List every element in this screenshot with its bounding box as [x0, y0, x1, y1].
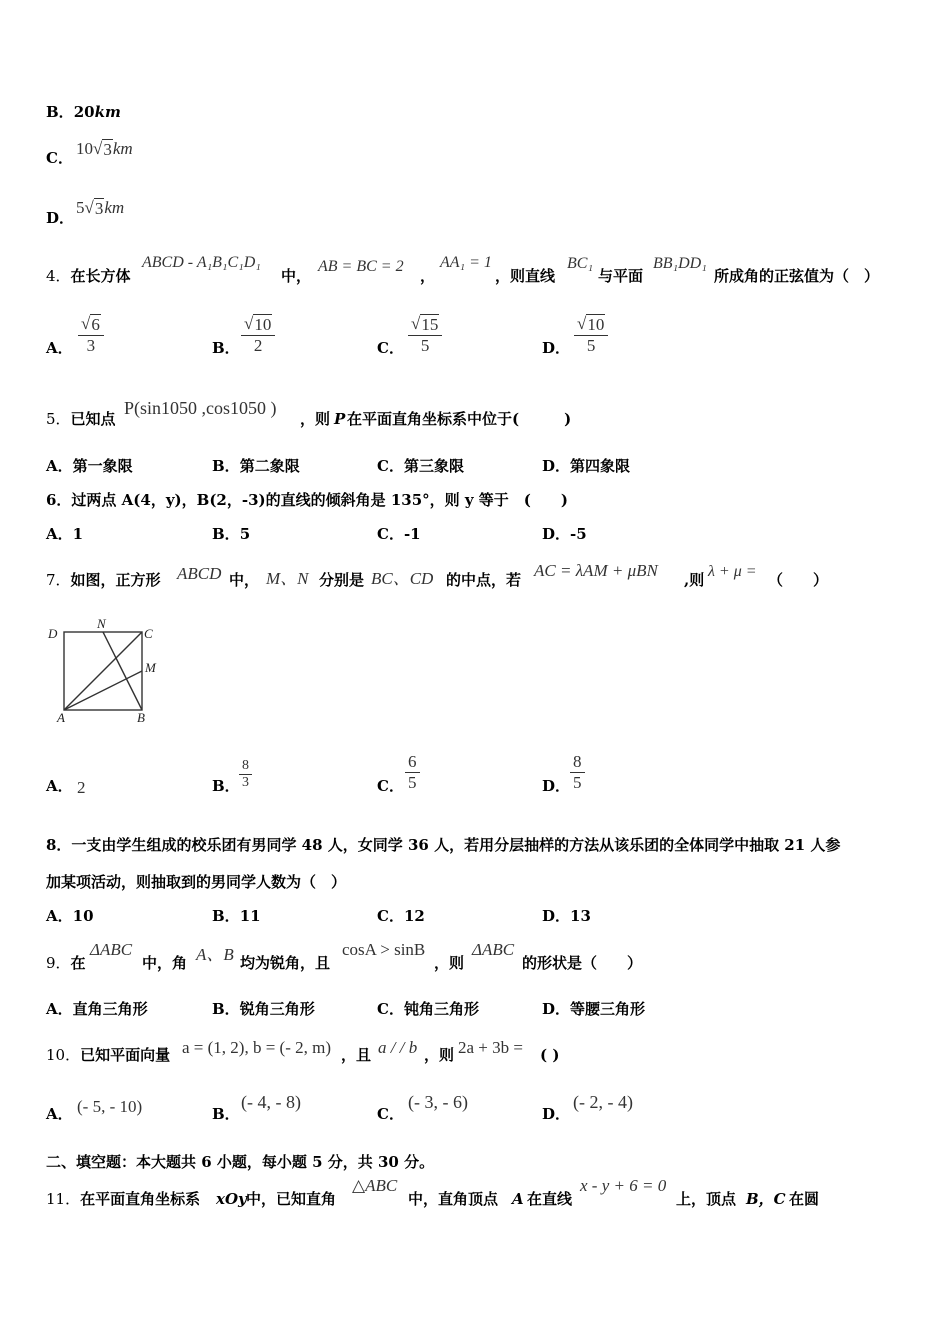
q4-option-c-frac: √ 15 5 — [408, 314, 442, 356]
q3-option-d-label: D． — [46, 209, 75, 227]
label-d: D — [48, 626, 58, 641]
label-c: C — [144, 626, 153, 641]
q7-option-b-frac: 8 3 — [239, 758, 252, 791]
q10-option-d-value: (- 2, - 4) — [573, 1092, 633, 1112]
q8-option-b: B．11 — [212, 907, 261, 925]
q5-option-d: D．第四象限 — [542, 457, 631, 475]
q7-option-d-frac: 8 5 — [570, 752, 585, 793]
q10-option-b-value: (- 4, - 8) — [241, 1092, 301, 1112]
q4-option-d-label: D． — [542, 339, 571, 357]
q3-option-c-label: C． — [46, 149, 73, 167]
q8-option-c: C．12 — [377, 907, 425, 925]
label-m: M — [145, 660, 156, 675]
q5-option-b: B．第二象限 — [212, 457, 300, 475]
q10-option-b-label: B． — [212, 1105, 240, 1123]
label-n: N — [97, 616, 106, 631]
q10-option-c-label: C． — [377, 1105, 404, 1123]
q6-option-a: A．1 — [46, 525, 84, 543]
q10-option-d-label: D． — [542, 1105, 571, 1123]
question-6: 6．过两点 A(4，y)，B(2，-3)的直线的倾斜角是 135°，则 y 等于 ( ) — [46, 491, 569, 509]
segment-bn — [103, 632, 142, 710]
label-a: A — [57, 710, 65, 725]
segment-am — [64, 671, 142, 710]
q7-option-a-value: 2 — [77, 778, 86, 797]
q6-option-d: D．-5 — [542, 525, 587, 543]
q8-option-a: A．10 — [46, 907, 94, 925]
label-b: B — [137, 710, 145, 725]
section-2-heading: 二、填空题：本大题共 6 小题，每小题 5 分，共 30 分。 — [46, 1153, 435, 1171]
q10-option-a-value: (- 5, - 10) — [77, 1097, 143, 1116]
q3-option-b: B．20km — [46, 103, 121, 121]
q9-option-d: D．等腰三角形 — [542, 1000, 646, 1018]
q9-option-a: A．直角三角形 — [46, 1000, 148, 1018]
q7-option-d-label: D． — [542, 777, 571, 795]
q6-option-c: C．-1 — [377, 525, 421, 543]
q10-option-a-label: A． — [46, 1105, 73, 1123]
q4-option-d-frac: √ 10 5 — [574, 314, 608, 356]
q7-option-b-label: B． — [212, 777, 240, 795]
q4-option-b-label: B． — [212, 339, 240, 357]
question-8-line2: 加某项活动，则抽取到的男同学人数为（ ） — [46, 873, 347, 891]
segment-ac — [64, 632, 142, 710]
q5-option-a: A．第一象限 — [46, 457, 133, 475]
q6-option-b: B．5 — [212, 525, 251, 543]
q7-option-c-frac: 6 5 — [405, 752, 420, 793]
q4-option-a-frac: √ 6 3 — [78, 314, 104, 356]
question-8-line1: 8．一支由学生组成的校乐团有男同学 48 人，女同学 36 人，若用分层抽样的方法从该乐团的全体同学中抽取 21 人参 — [46, 836, 841, 854]
square-figure — [44, 614, 166, 726]
q7-option-c-label: C． — [377, 777, 404, 795]
q10-option-c-value: (- 3, - 6) — [408, 1092, 468, 1112]
q3-option-d-math: 5 √ 3 km — [76, 198, 125, 218]
q8-option-d: D．13 — [542, 907, 591, 925]
q5-option-c: C．第三象限 — [377, 457, 464, 475]
q9-option-b: B．锐角三角形 — [212, 1000, 315, 1018]
q7-option-a-label: A． — [46, 777, 73, 795]
q3-option-c-math: 10 √ 3 km — [76, 139, 133, 159]
q4-option-c-label: C． — [377, 339, 404, 357]
q4-option-a-label: A． — [46, 339, 73, 357]
q9-option-c: C．钝角三角形 — [377, 1000, 479, 1018]
option-label: B． — [46, 103, 74, 121]
q4-option-b-frac: √ 10 2 — [241, 314, 275, 356]
